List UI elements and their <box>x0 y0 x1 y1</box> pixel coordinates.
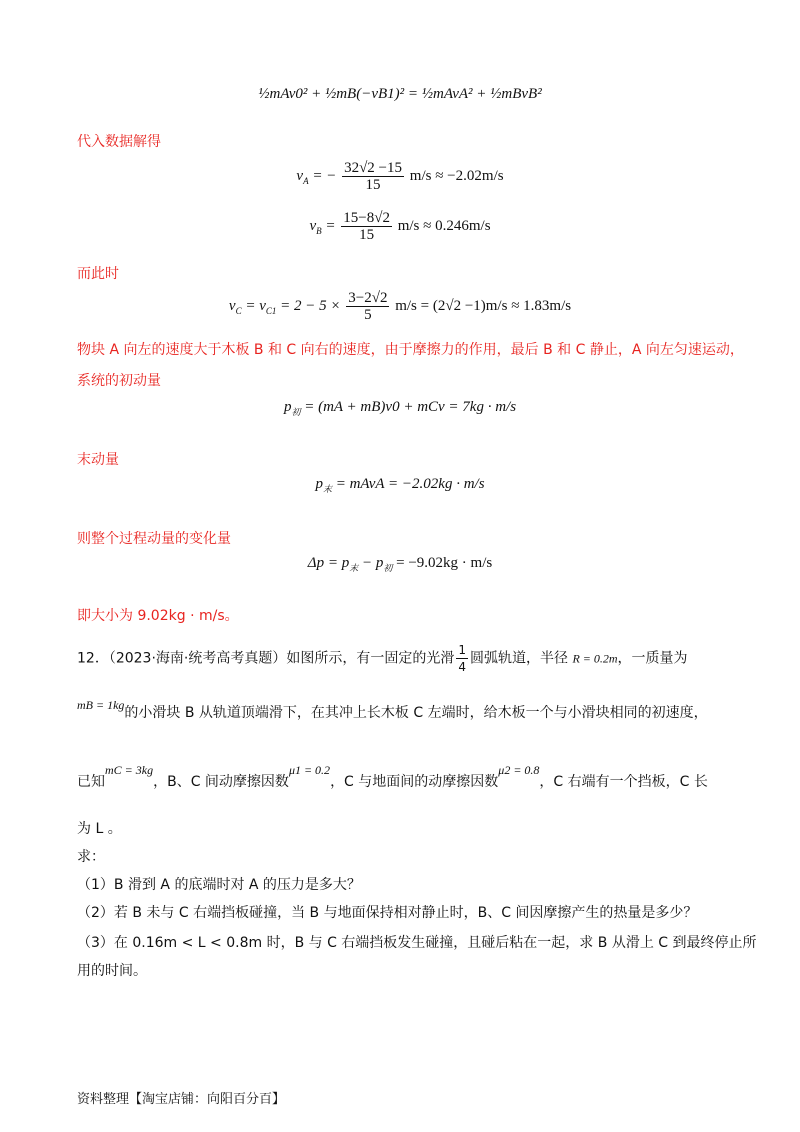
radius-value: R = 0.2m <box>572 651 618 666</box>
problem-line-1 <box>77 642 688 675</box>
problem-number: 12． <box>77 650 109 667</box>
energy-equation: ½mAv0² + ½mB(−vB1)² = ½mAvA² + ½mBvB² <box>258 86 542 102</box>
delta-p-result: = −9.02kg · m/s <box>396 555 493 571</box>
problem-text-3d: ，C 右端有一个挡板，C 长 <box>539 774 708 790</box>
question-3-line-1: （3）在 0.16m < L < 0.8m 时，B 与 C 右端挡板发生碰撞，且碰后粘在一起，求 B 从滑上 C 到最终停止所 <box>77 935 757 951</box>
problem-line-2 <box>77 698 708 722</box>
vC-denominator: 5 <box>364 307 372 323</box>
problem-text-1c: ，一质量为 <box>617 650 688 667</box>
mB-value: mB = 1kg <box>77 698 125 712</box>
mC-value: mC = 3kg <box>105 763 154 777</box>
vB-result: m/s ≈ 0.246m/s <box>397 217 491 234</box>
question-1: （1）B 滑到 A 的底端时对 A 的压力是多大？ <box>77 877 361 893</box>
then-label: 而此时 <box>77 266 119 282</box>
p-initial-result: (mA + mB)v0 + mCv = 7kg · m/s <box>318 399 517 415</box>
ask-label: 求： <box>77 849 105 865</box>
problem-text-1b: 圆弧轨道，半径 <box>470 650 568 667</box>
footer-note: 资料整理【淘宝店铺：向阳百分百】 <box>77 1092 286 1107</box>
vB-denominator: 15 <box>359 227 375 243</box>
problem-text-3b: ，B、C 间动摩擦因数 <box>153 774 289 790</box>
quarter-denominator: 4 <box>458 660 466 674</box>
problem-text-2: 的小滑块 B 从轨道顶端滑下，在其冲上长木板 C 左端时，给木板一个与小滑块相同的初速度， <box>124 705 708 721</box>
change-label: 则整个过程动量的变化量 <box>77 531 231 547</box>
question-2: （2）若 B 未与 C 右端挡板碰撞，当 B 与地面保持相对静止时，B、C 间因摩擦产生的热量是多少？ <box>77 905 698 921</box>
quarter-numerator: 1 <box>458 643 466 657</box>
question-3-line-2: 用的时间。 <box>77 963 147 979</box>
vA-result: m/s ≈ −2.02m/s <box>409 167 504 184</box>
problem-text-3a: 已知 <box>77 774 105 790</box>
p-initial-equation: $p_初 = (mA + mB)v0$ + mCv = 7kg · m/s <box>283 399 517 417</box>
problem-text-1a: 如图所示，有一固定的光滑 <box>286 650 455 667</box>
p-final-equation: $p_末$ = mAvA = −2.02kg · m/s <box>315 476 485 494</box>
delta-p-equation: $\Delta p = p_末 - p_初 = -9.02kg \cdot m/s$ <box>307 555 493 573</box>
vC-result: m/s = (2√2 −1)m/s ≈ 1.83m/s <box>395 297 572 314</box>
p-final-result: = mAvA = −2.02kg · m/s <box>335 476 485 492</box>
problem-source: （2023·海南·统考高考真题） <box>108 650 287 667</box>
problem-text-3c: ，C 与地面间的动摩擦因数 <box>330 774 499 790</box>
answer-line: 即大小为 9.02kg · m/s。 <box>77 608 239 624</box>
vA-denominator: 15 <box>365 177 381 193</box>
vA-equation: $v_A$ = − $\frac{32√2 -15}{15}$ m/s ≈ −2.02m/s <box>296 160 504 193</box>
problem-line-4: 为 L 。 <box>77 821 122 837</box>
vC-numerator: 3−2√2 <box>348 290 388 306</box>
mu2-value: μ2 = 0.8 <box>498 763 540 777</box>
vB-equation: $v_B$ = $\frac{15-8√2}{15}$ m/s ≈ 0.246m/s <box>309 210 491 243</box>
analysis-line-1: 物块 A 向左的速度大于木板 B 和 C 向右的速度，由于摩擦力的作用，最后 B 和 C 静止，A 向左匀速运动， <box>77 342 744 358</box>
problem-line-3 <box>77 763 708 791</box>
analysis-line-2: 系统的初动量 <box>77 373 161 389</box>
final-momentum-label: 末动量 <box>77 452 119 468</box>
vB-numerator: 15−8√2 <box>343 210 390 226</box>
vC-equation: $v_C = v_{C1} = 2 - 5$ × $\frac{3-2√2}{5}$ m/s = (2√2 −1)m/s ≈ 1.83m/s <box>228 290 572 323</box>
vA-numerator: 32√2 −15 <box>344 160 403 176</box>
substitute-label: 代入数据解得 <box>77 134 161 150</box>
mu1-value: μ1 = 0.2 <box>288 763 331 777</box>
